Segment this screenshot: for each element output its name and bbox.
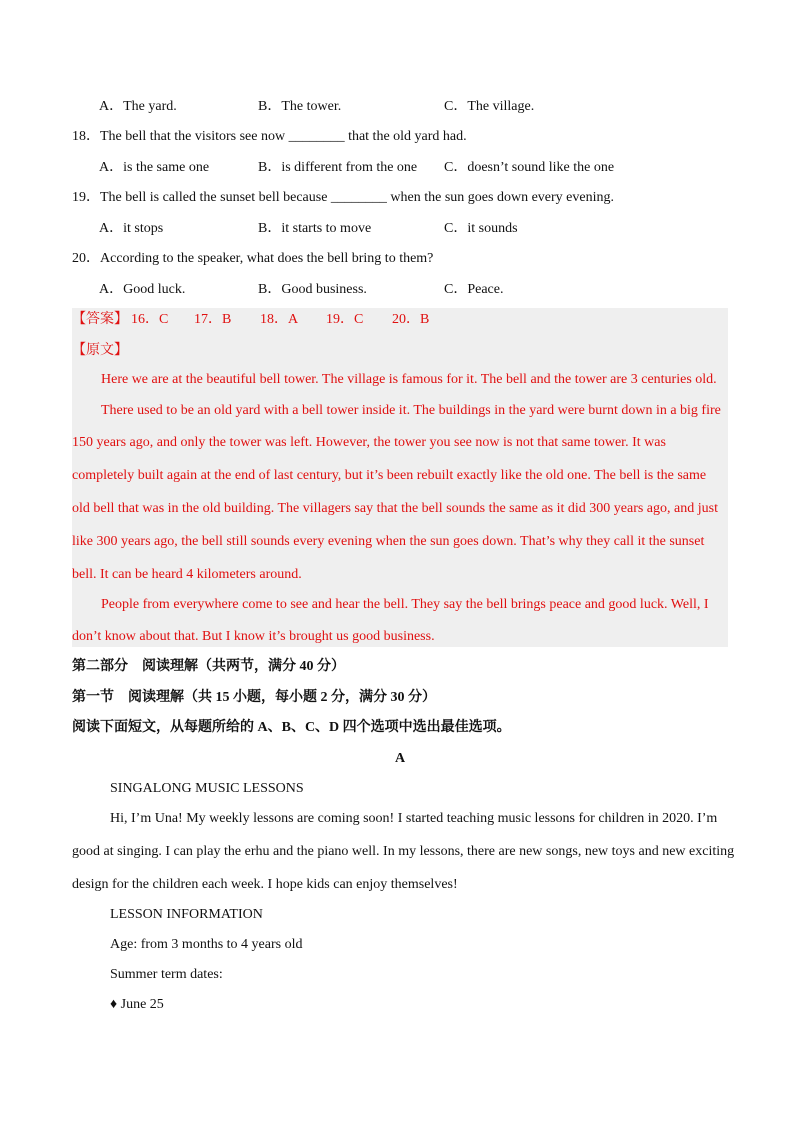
- q20-option-c: C．Peace.: [444, 282, 504, 297]
- transcript-line: There used to be an old yard with a bell tower inside it. The buildings in the yard were burnt down in a big fire: [101, 403, 721, 418]
- lesson-info-title: LESSON INFORMATION: [110, 907, 263, 922]
- q17-option-c: C．The village.: [444, 99, 535, 114]
- answer-item: 17．B: [194, 312, 232, 327]
- term-dates-label: Summer term dates:: [110, 967, 223, 982]
- q19-option-b: B．it starts to move: [258, 221, 372, 236]
- passage-paragraph-line: design for the children each week. I hope kids can enjoy themselves!: [72, 877, 458, 892]
- answer-item: 20．B: [392, 312, 430, 327]
- transcript-line: old bell that was in the old building. The villagers say that the bell sounds the same as it did 300 years ago, and just: [72, 501, 718, 516]
- answer-item: 19．C: [326, 312, 364, 327]
- passage-title: SINGALONG MUSIC LESSONS: [110, 781, 304, 796]
- answer-item: 16．C: [131, 312, 169, 327]
- q18-option-b: B．is different from the one: [258, 160, 418, 175]
- q18-stem: 18．The bell that the visitors see now ________ that the old yard had.: [72, 129, 467, 144]
- section-instruction: 阅读下面短文，从每题所给的 A、B、C、D 四个选项中选出最佳选项。: [72, 720, 511, 735]
- q19-option-a: A．it stops: [99, 221, 164, 236]
- q20-option-a: A．Good luck.: [99, 282, 186, 297]
- answer-label: 【答案】: [72, 312, 128, 327]
- answer-item: 18．A: [260, 312, 299, 327]
- transcript-line: Here we are at the beautiful bell tower. The village is famous for it. The bell and the tower are 3 centuries old.: [101, 372, 717, 387]
- transcript-line: 150 years ago, and only the tower was left. However, the tower you see now is not that same tower. It was: [72, 435, 666, 450]
- q19-stem: 19．The bell is called the sunset bell because ________ when the sun goes down every evening.: [72, 190, 614, 205]
- q18-option-c: C．doesn’t sound like the one: [444, 160, 615, 175]
- passage-paragraph-line: Hi, I’m Una! My weekly lessons are coming soon! I started teaching music lessons for children in 2020. I’m: [110, 811, 718, 826]
- q17-option-a: A．The yard.: [99, 99, 177, 114]
- section-heading: 第二部分 阅读理解（共两节，满分 40 分）: [72, 659, 345, 674]
- transcript-label: 【原文】: [72, 343, 128, 358]
- transcript-line: completely built again at the end of last century, but it’s been rebuilt exactly like the old one. The bell is the same: [72, 468, 707, 483]
- term-date-item: ♦ June 25: [110, 997, 164, 1012]
- transcript-line: like 300 years ago, the bell still sounds every evening when the sun goes down. That’s why they call it the sunset: [72, 534, 705, 549]
- transcript-line: People from everywhere come to see and hear the bell. They say the bell brings peace and good luck. Well, I: [101, 597, 709, 612]
- transcript-line: bell. It can be heard 4 kilometers around.: [72, 567, 302, 582]
- passage-letter: A: [394, 751, 406, 766]
- q20-stem: 20．According to the speaker, what does the bell bring to them?: [72, 251, 434, 266]
- q20-option-b: B．Good business.: [258, 282, 367, 297]
- q19-option-c: C．it sounds: [444, 221, 518, 236]
- section-subheading: 第一节 阅读理解（共 15 小题，每小题 2 分，满分 30 分）: [72, 690, 436, 705]
- passage-paragraph-line: good at singing. I can play the erhu and the piano well. In my lessons, there are new songs, new toys and new exciting: [72, 844, 735, 859]
- transcript-line: don’t know about that. But I know it’s brought us good business.: [72, 629, 435, 644]
- q17-option-b: B．The tower.: [258, 99, 342, 114]
- q18-option-a: A．is the same one: [99, 160, 210, 175]
- lesson-age: Age: from 3 months to 4 years old: [110, 937, 303, 952]
